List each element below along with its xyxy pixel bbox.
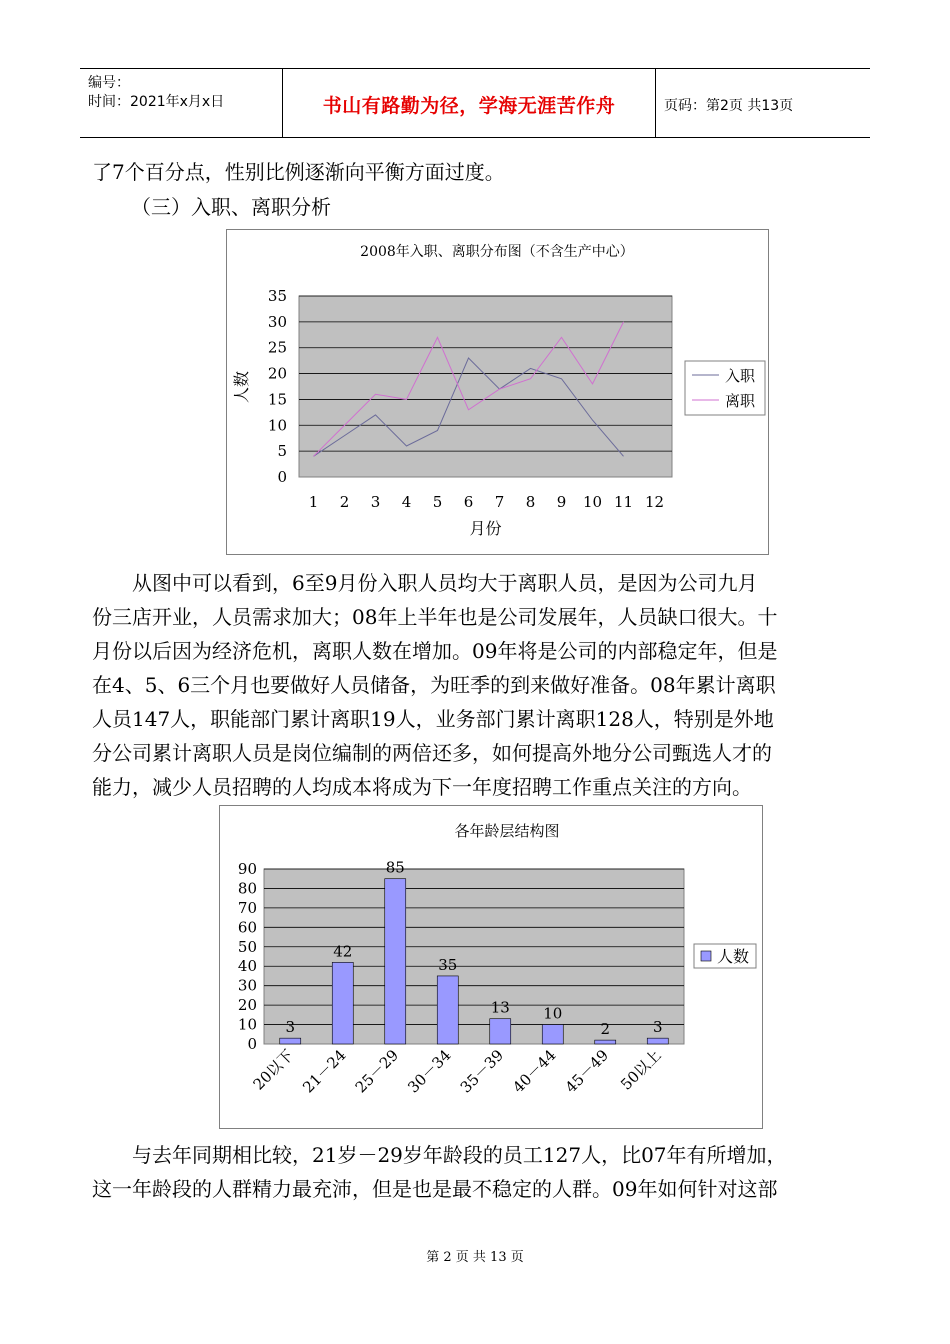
body-line: 这一年龄段的人群精力最充沛，但是也是最不稳定的人群。09年如何针对这部 — [92, 1177, 778, 1201]
x-tick-label: 50以上 — [617, 1046, 665, 1094]
page-header — [80, 68, 870, 138]
x-tick-label: 4 — [401, 493, 412, 511]
x-tick-label: 12 — [644, 493, 665, 511]
page-number-label: 页码：第2页 共13页 — [664, 98, 794, 114]
bar — [332, 962, 353, 1044]
body-line: 能力，减少人员招聘的人均成本将成为下一年度招聘工作重点关注的方向。 — [92, 775, 752, 799]
x-tick-label: 11 — [613, 493, 634, 511]
line-chart — [226, 229, 769, 555]
x-tick-label: 45－49 — [561, 1046, 613, 1097]
body-line: 份三店开业，人员需求加大；08年上半年也是公司发展年，人员缺口很大。十 — [92, 605, 778, 629]
y-tick-label: 70 — [237, 898, 257, 917]
number-label: 编号： — [88, 75, 130, 91]
bar — [437, 976, 458, 1044]
bar-chart-svg — [220, 806, 762, 1128]
section-heading — [131, 190, 899, 224]
section-heading-text: （三）入职、离职分析 — [131, 195, 331, 219]
intro-line — [92, 155, 860, 189]
x-tick-label: 20以下 — [249, 1046, 298, 1094]
body-line: 了7个百分点，性别比例逐渐向平衡方面过度。 — [92, 160, 505, 184]
x-tick-label: 30－34 — [404, 1046, 455, 1097]
legend-swatch — [701, 951, 711, 961]
y-tick-label: 30 — [267, 312, 287, 331]
body-line: 从图中可以看到，6至9月份入职人员均大于离职人员，是因为公司九月 — [132, 571, 758, 595]
y-tick-label: 30 — [237, 976, 257, 995]
y-axis-label: 人数 — [232, 370, 251, 404]
body-line: 人员147人，职能部门累计离职19人，业务部门累计离职128人，特别是外地 — [92, 707, 774, 731]
x-tick-label: 3 — [370, 493, 381, 511]
header-info-cell — [80, 69, 283, 137]
x-tick-label: 9 — [556, 493, 567, 511]
plot-area — [264, 869, 684, 1044]
data-label: 2 — [600, 1020, 611, 1039]
data-label: 3 — [285, 1018, 296, 1037]
data-label: 13 — [490, 998, 510, 1017]
legend-label: 入职 — [725, 367, 756, 385]
bar — [280, 1038, 301, 1044]
x-tick-label: 5 — [432, 493, 443, 511]
x-tick-label: 8 — [525, 493, 536, 511]
y-tick-label: 20 — [237, 996, 257, 1015]
data-label: 85 — [385, 858, 405, 877]
y-tick-label: 0 — [247, 1035, 257, 1053]
plot-area — [299, 296, 672, 477]
data-label: 42 — [333, 942, 353, 961]
legend-label: 离职 — [725, 392, 756, 410]
x-tick-label: 25－29 — [351, 1046, 403, 1097]
date-label: 时间：2021年x月x日 — [88, 94, 225, 110]
body-line: 与去年同期相比较，21岁－29岁年龄段的员工127人，比07年有所增加， — [132, 1143, 787, 1167]
chart-title: 2008年入职、离职分布图（不含生产中心） — [360, 244, 634, 260]
y-tick-label: 50 — [237, 937, 257, 956]
y-tick-label: 25 — [267, 338, 287, 357]
x-tick-label: 40－44 — [509, 1046, 560, 1097]
y-tick-label: 40 — [237, 957, 257, 976]
bar — [595, 1040, 616, 1044]
x-tick-label: 7 — [494, 493, 505, 511]
bar — [385, 879, 406, 1044]
x-tick-label: 2 — [339, 493, 350, 511]
y-tick-label: 80 — [237, 879, 257, 898]
y-tick-label: 90 — [237, 860, 257, 878]
bar-chart — [219, 805, 763, 1129]
bar — [490, 1019, 511, 1044]
chart-title: 各年龄层结构图 — [454, 822, 560, 840]
data-label: 35 — [438, 955, 458, 974]
y-tick-label: 15 — [267, 390, 287, 409]
x-tick-label: 10 — [582, 493, 603, 511]
motto-text: 书山有路勤为径，学海无涯苦作舟 — [322, 95, 616, 117]
y-tick-label: 0 — [277, 468, 287, 486]
y-tick-label: 35 — [267, 287, 287, 305]
bar — [542, 1025, 563, 1044]
x-tick-label: 1 — [308, 493, 319, 511]
bar — [647, 1038, 668, 1044]
x-tick-label: 6 — [463, 493, 474, 511]
data-label: 10 — [543, 1004, 563, 1023]
y-tick-label: 60 — [237, 918, 257, 937]
x-tick-label: 35－39 — [456, 1046, 508, 1097]
legend-label: 人数 — [717, 947, 750, 966]
header-page-cell — [656, 69, 870, 137]
page-footer: 第 2 页 共 13 页 — [426, 1250, 524, 1265]
age-paragraph — [92, 1138, 860, 1206]
y-tick-label: 10 — [237, 1015, 257, 1034]
body-line: 在4、5、6三个月也要做好人员储备，为旺季的到来做好准备。08年累计离职 — [92, 673, 776, 697]
y-tick-label: 20 — [267, 364, 287, 383]
analysis-paragraph — [92, 566, 860, 804]
header-motto-cell — [283, 69, 656, 137]
data-label: 3 — [652, 1018, 663, 1037]
body-line: 分公司累计离职人员是岗位编制的两倍还多，如何提高外地分公司甄选人才的 — [92, 741, 772, 765]
x-tick-label: 21－24 — [299, 1046, 350, 1097]
y-tick-label: 10 — [267, 416, 287, 435]
y-tick-label: 5 — [277, 442, 287, 461]
x-axis-label: 月份 — [469, 519, 502, 538]
body-line: 月份以后因为经济危机，离职人数在增加。09年将是公司的内部稳定年，但是 — [92, 639, 778, 663]
line-chart-svg — [227, 230, 768, 554]
